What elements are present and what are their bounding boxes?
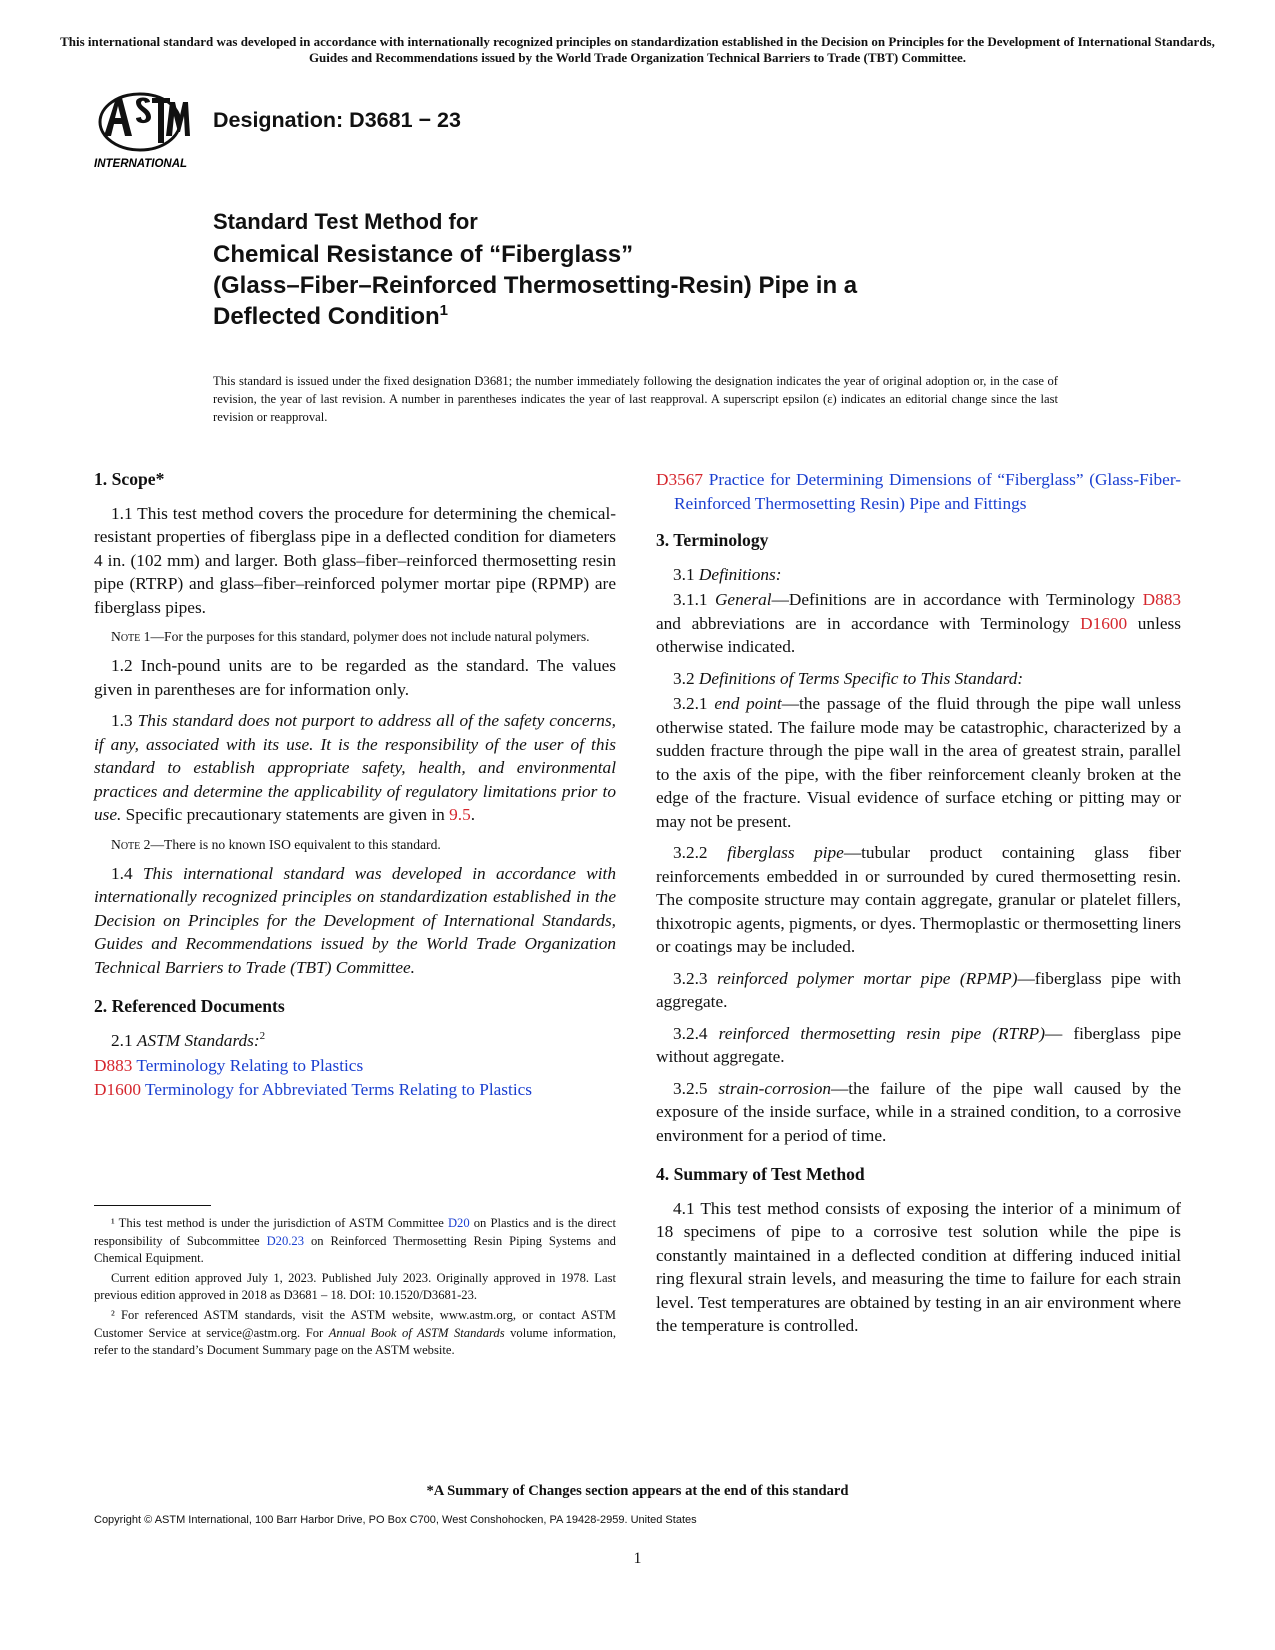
title-line-3: (Glass–Fiber–Reinforced Thermosetting-Resin) Pipe in a xyxy=(213,272,858,299)
para-3-2-4: 3.2.4 reinforced thermosetting resin pipe (RTRP)— fiberglass pipe without aggregate. xyxy=(656,1023,1181,1066)
para-3-1: 3.1 Definitions: xyxy=(673,564,782,584)
summary-of-changes-note: *A Summary of Changes section appears at the end of this standard xyxy=(426,1483,849,1499)
link-9-5[interactable]: 9.5 xyxy=(449,805,471,824)
para-3-2-1: 3.2.1 end point—the passage of the fluid through the pipe wall unless otherwise stated. The failure mode may be catastrophic, characterized by a sudden fracture through the pipe wall in the area of greatest strain, parallel to the axis of the pipe, with the fiber reinforcement cleanly broken at the edge of the fracture. Visual evidence of surface etching or pitting may or may not be present. xyxy=(656,694,1181,831)
ref-d1600[interactable]: D1600 Terminology for Abbreviated Terms Relating to Plastics xyxy=(94,1079,533,1099)
page-number: 1 xyxy=(633,1550,642,1567)
note-1 xyxy=(94,627,616,646)
note-1-label: Note 1 xyxy=(111,629,151,644)
section-heading-referenced: 2. Referenced Documents xyxy=(94,996,285,1016)
footnote-2: ² For referenced ASTM standards, visit the ASTM website, www.astm.org, or contact ASTM Customer Service at service@astm.org. For Annual Book of ASTM Standards volume information, refer to the standard’s Document Summary page on the ASTM website. xyxy=(94,1307,616,1358)
note-1-text: —For the purposes for this standard, polymer does not include natural polymers. xyxy=(150,629,590,644)
link-d20-23[interactable]: D20.23 xyxy=(266,1233,305,1248)
link-d20[interactable]: D20 xyxy=(447,1216,470,1230)
footnote-1: ¹ This test method is under the jurisdiction of ASTM Committee D20 on Plastics and is the direct responsibility of Subcommittee D20.23 on Reinforced Thermosetting Resin Piping Systems and Chemical Equipment. xyxy=(94,1216,616,1266)
ref-d883[interactable]: D883 Terminology Relating to Plastics xyxy=(94,1056,364,1075)
title-line-4: Deflected Condition xyxy=(213,303,440,330)
footnote-1-edition: Current edition approved July 1, 2023. Published July 2023. Originally approved in 1978. Last previous edition approved in 2018 as D3681 – 18. DOI: 10.1520/D3681-23. xyxy=(94,1270,616,1303)
para-2-1: 2.1 ASTM Standards:$^2$ xyxy=(111,1029,266,1050)
section-heading-summary: 4. Summary of Test Method xyxy=(656,1164,865,1184)
footnote-divider xyxy=(94,1205,211,1206)
para-4-1: 4.1 This test method consists of exposing the interior of a minimum of 18 specimens of pipe to a corrosive test solution while the pipe is constantly maintained in a deflected condition at differing induced initial ring flexural strain levels, and measuring the time to failure for each strain level. Test temperatures are obtained by testing in an air environment where the temperature is controlled. xyxy=(656,1198,1181,1335)
para-1-3: 1.3 This standard does not purport to address all of the safety concerns, if any, associated with its use. It is the responsibility of the user of this standard to establish appropriate safety, health, and environmental practices and determine the applicability of regulatory limitations prior to use. Specific precautionary statements are given in 9.5. xyxy=(94,711,616,824)
note-2-label: Note 2 xyxy=(111,836,151,852)
copyright: Copyright © ASTM International, 100 Barr Harbor Drive, PO Box C700, West Conshohocken, PA 19428-2959. United States xyxy=(94,1514,697,1526)
right-column xyxy=(656,468,1181,1346)
issue-note: This standard is issued under the fixed designation D3681; the number immediately following the designation indicates the year of original adoption or, in the case of revision, the year of last revision. A number in parentheses indicates the year of last reapproval. A superscript epsilon (ε) indicates an editorial change since the last revision or reapproval. xyxy=(213,374,1058,424)
left-column xyxy=(94,468,616,1101)
note-2 xyxy=(94,835,616,854)
document-title xyxy=(213,206,1113,332)
title-line-2: Chemical Resistance of “Fiberglass” xyxy=(213,241,634,268)
astm-logo xyxy=(92,88,192,174)
designation: Designation: D3681 − 23 xyxy=(213,108,461,132)
para-3-2: 3.2 Definitions of Terms Specific to This Standard: xyxy=(673,668,1024,688)
para-3-2-3: 3.2.3 reinforced polymer mortar pipe (RPMP)—fiberglass pipe with aggregate. xyxy=(656,968,1181,1011)
note-2-text: —There is no known ISO equivalent to this standard. xyxy=(150,836,441,852)
footnotes xyxy=(94,1215,616,1362)
para-1-2: 1.2 Inch-pound units are to be regarded as the standard. The values given in parentheses are for information only. xyxy=(94,656,616,699)
logo-text: INTERNATIONAL xyxy=(94,158,188,170)
ref-d3567[interactable]: D3567 Practice for Determining Dimensions of “Fiberglass” (Glass-Fiber-Reinforced Thermosetting Resin) Pipe and Fittings xyxy=(656,470,1181,513)
link-d883[interactable]: D883 xyxy=(1142,590,1181,609)
para-3-2-2: 3.2.2 fiberglass pipe—tubular product containing glass fiber reinforcements embedded in or surrounded by cured thermosetting resin. The composite structure may contain aggregate, granular or platelet fillers, thixotropic agents, pigments, or dyes. Thermoplastic or thermosetting liners or coatings may be included. xyxy=(656,843,1181,956)
para-1-1: 1.1 This test method covers the procedure for determining the chemical-resistant properties of fiberglass pipe in a deflected condition for diameters 4 in. (102 mm) and larger. Both glass–fiber–reinforced thermosetting resin pipe (RTRP) and glass–fiber–reinforced polymer mortar pipe (RPMP) are fiberglass pipes. xyxy=(94,503,616,617)
para-1-4-italic: This international standard was developed in accordance with internationally recognized principles on standardization established in the Decision on Principles for the Development of International Standards, Guides and Recommendations issued by the World Trade Organization Technical Barriers to Trade (TBT) Committee. xyxy=(94,863,616,977)
para-3-2-5: 3.2.5 strain-corrosion—the failure of the pipe wall caused by the exposure of the inside surface, while in a strained condition, to a corrosive environment for a period of time. xyxy=(656,1078,1181,1145)
para-3-1-1: 3.1.1 General—Definitions are in accordance with Terminology D883 and abbreviations are in accordance with Terminology D1600 unless otherwise indicated. xyxy=(656,590,1181,656)
link-d1600[interactable]: D1600 xyxy=(1080,613,1128,633)
para-1-3-italic: This standard does not purport to address all of the safety concerns, if any, associated with its use. It is the responsibility of the user of this standard to establish appropriate safety, health, and environmental practices and determine the applicability of regulatory limitations prior to use. xyxy=(94,711,616,824)
title-line-1: Standard Test Method for xyxy=(213,209,478,234)
top-notice: This international standard was developed in accordance with internationally recognized principles on standardization established in the Decision on Principles for the Development of International Standards, Guides and Recommendations issued by the World Trade Organization Technical Barriers to Trade (TBT) Committee. xyxy=(60,34,1215,65)
section-heading-scope: 1. Scope* xyxy=(94,469,165,489)
section-heading-terminology: 3. Terminology xyxy=(656,530,769,550)
title-footnote-mark: 1 xyxy=(439,302,449,319)
para-1-4: 1.4 This international standard was developed in accordance with internationally recognized principles on standardization established in the Decision on Principles for the Development of International Standards, Guides and Recommendations issued by the World Trade Organization Technical Barriers to Trade (TBT) Committee. xyxy=(94,863,616,977)
